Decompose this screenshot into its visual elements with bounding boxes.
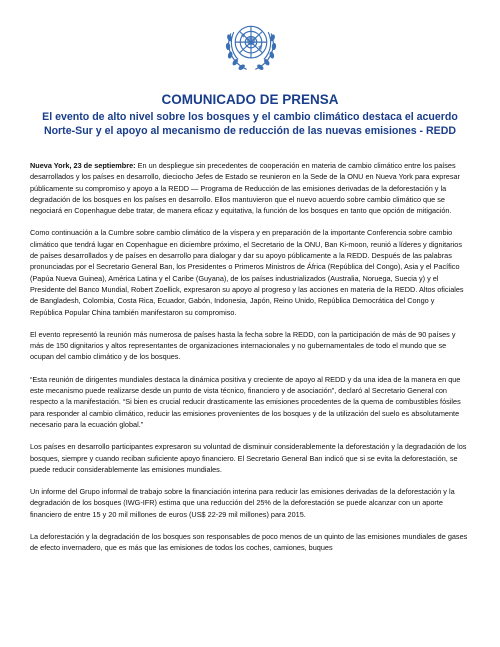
paragraph bbox=[30, 329, 468, 363]
article-body bbox=[30, 160, 468, 565]
paragraph bbox=[30, 374, 468, 430]
page-subtitle: El evento de alto nivel sobre los bosques y el cambio climático destaca el acuerdo Norte-Sur y el apoyo al mecanismo de reducción de las nuevas emisiones - REDD bbox=[42, 111, 458, 137]
paragraph-text: La deforestación y la degradación de los bosques son responsables de poco menos de un quinto de las emisiones mundiales de gases de efecto invernadero, que es más que las emisiones de todos los coches, camiones, buques bbox=[30, 532, 468, 553]
paragraph bbox=[30, 227, 468, 317]
paragraph bbox=[30, 486, 468, 520]
paragraph-text: Los países en desarrollo participantes expresaron su voluntad de disminuir considerablemente la deforestación y la degradación de los bosques, siempre y cuando reciban suficiente apoyo financiero. El Secretario General Ban indicó que si se evita la deforestación, se puede reducir considerablemente las emisiones mundiales. bbox=[30, 442, 467, 474]
un-emblem-icon bbox=[215, 12, 287, 78]
page-title: COMUNICADO DE PRENSA bbox=[161, 92, 339, 107]
paragraph-text: “Esta reunión de dirigentes mundiales destaca la dinámica positiva y creciente de apoyo al REDD y da una idea de la manera en que este mecanismo puede realizarse desde un punto de vista técnico, financiero y de asociación”, declaró al Secretario General con respecto a la manifestación. “Si bien es crucial reducir drasticamente las emisiones procedentes de la quema de combustibles fósiles para responder al cambio climático, reducir las emisiones provenientes de los bosques y de la utilización del suelo es absolutamente necesario para la ecuación global.” bbox=[30, 374, 461, 429]
paragraph bbox=[30, 160, 468, 216]
paragraph-text: Un informe del Grupo informal de trabajo sobre la financiación interina para reducir las emisiones derivadas de la deforestación y la degradación de los bosques (IWG-IFR) estima que una reducción del 25% de la deforestación se puede alcanzar con un aporte financiero de entre 15 y 20 mil millones de euros (US$ 22-29 mil millones) para 2015. bbox=[30, 487, 455, 519]
paragraph bbox=[30, 441, 468, 475]
paragraph bbox=[30, 531, 468, 554]
paragraph-text: Como continuación a la Cumbre sobre cambio climático de la víspera y en preparación de la importante Conferencia sobre cambio climático que tendrá lugar en Copenhague en diciembre próximo, el Secretario de la ONU, Ban Ki-moon, reunió a líderes y dignitarios de países desarrollados y de países en desarrollo para dialogar y dar su apoyo públicamente a la REDD. Después de las palabras pronunciadas por el Secretario General Ban, los Presidentes o Primeros Ministros de África (República del Congo), Asia y el Pacífico (Papúa Nueva Guinea), América Latina y el Caribe (Guyana), de los países industrializados (Australia, Noruega, Suecia y) y el Presidente del Banco Mundial, Robert Zoellick, expresaron su apoyo al progreso y las acciones en materia de la REDD. Altos oficiales de Bangladesh, Colombia, Costa Rica, Ecuador, Gabón, Indonesia, Japón, Reino Unido, República Democrática del Congo y República Popular China también manifestaron su compromiso. bbox=[30, 228, 464, 317]
paragraph-text: El evento representó la reunión más numerosa de países hasta la fecha sobre la REDD, con la participación de más de 90 países y más de 150 dignitarios y altos representantes de organizaciones internacionales y no gubernamentales de todo el mundo que se ocupan del cambio climático y de los bosques. bbox=[30, 329, 456, 362]
paragraph-text: En un despliegue sin precedentes de cooperación en materia de cambio climático entre los países desarrollados y los países en desarrollo, dieciocho Jefes de Estado se reunieron en la Sede de la ONU en Nueva York para expresar públicamente su compromiso y apoyo a la REDD — Programa de Reducción de las emisiones derivadas de la deforestación y la degradación de los bosques en los países en desarrollo. Ellos mantuvieron que el nuevo acuerdo sobre cambio climático que se negociará en Copenhague debe tratar, de manera eficaz y equitativa, la función de los bosques en tanto que opción de mitigación. bbox=[30, 161, 460, 216]
dateline: Nueva York, 23 de septiembre: bbox=[30, 161, 136, 170]
